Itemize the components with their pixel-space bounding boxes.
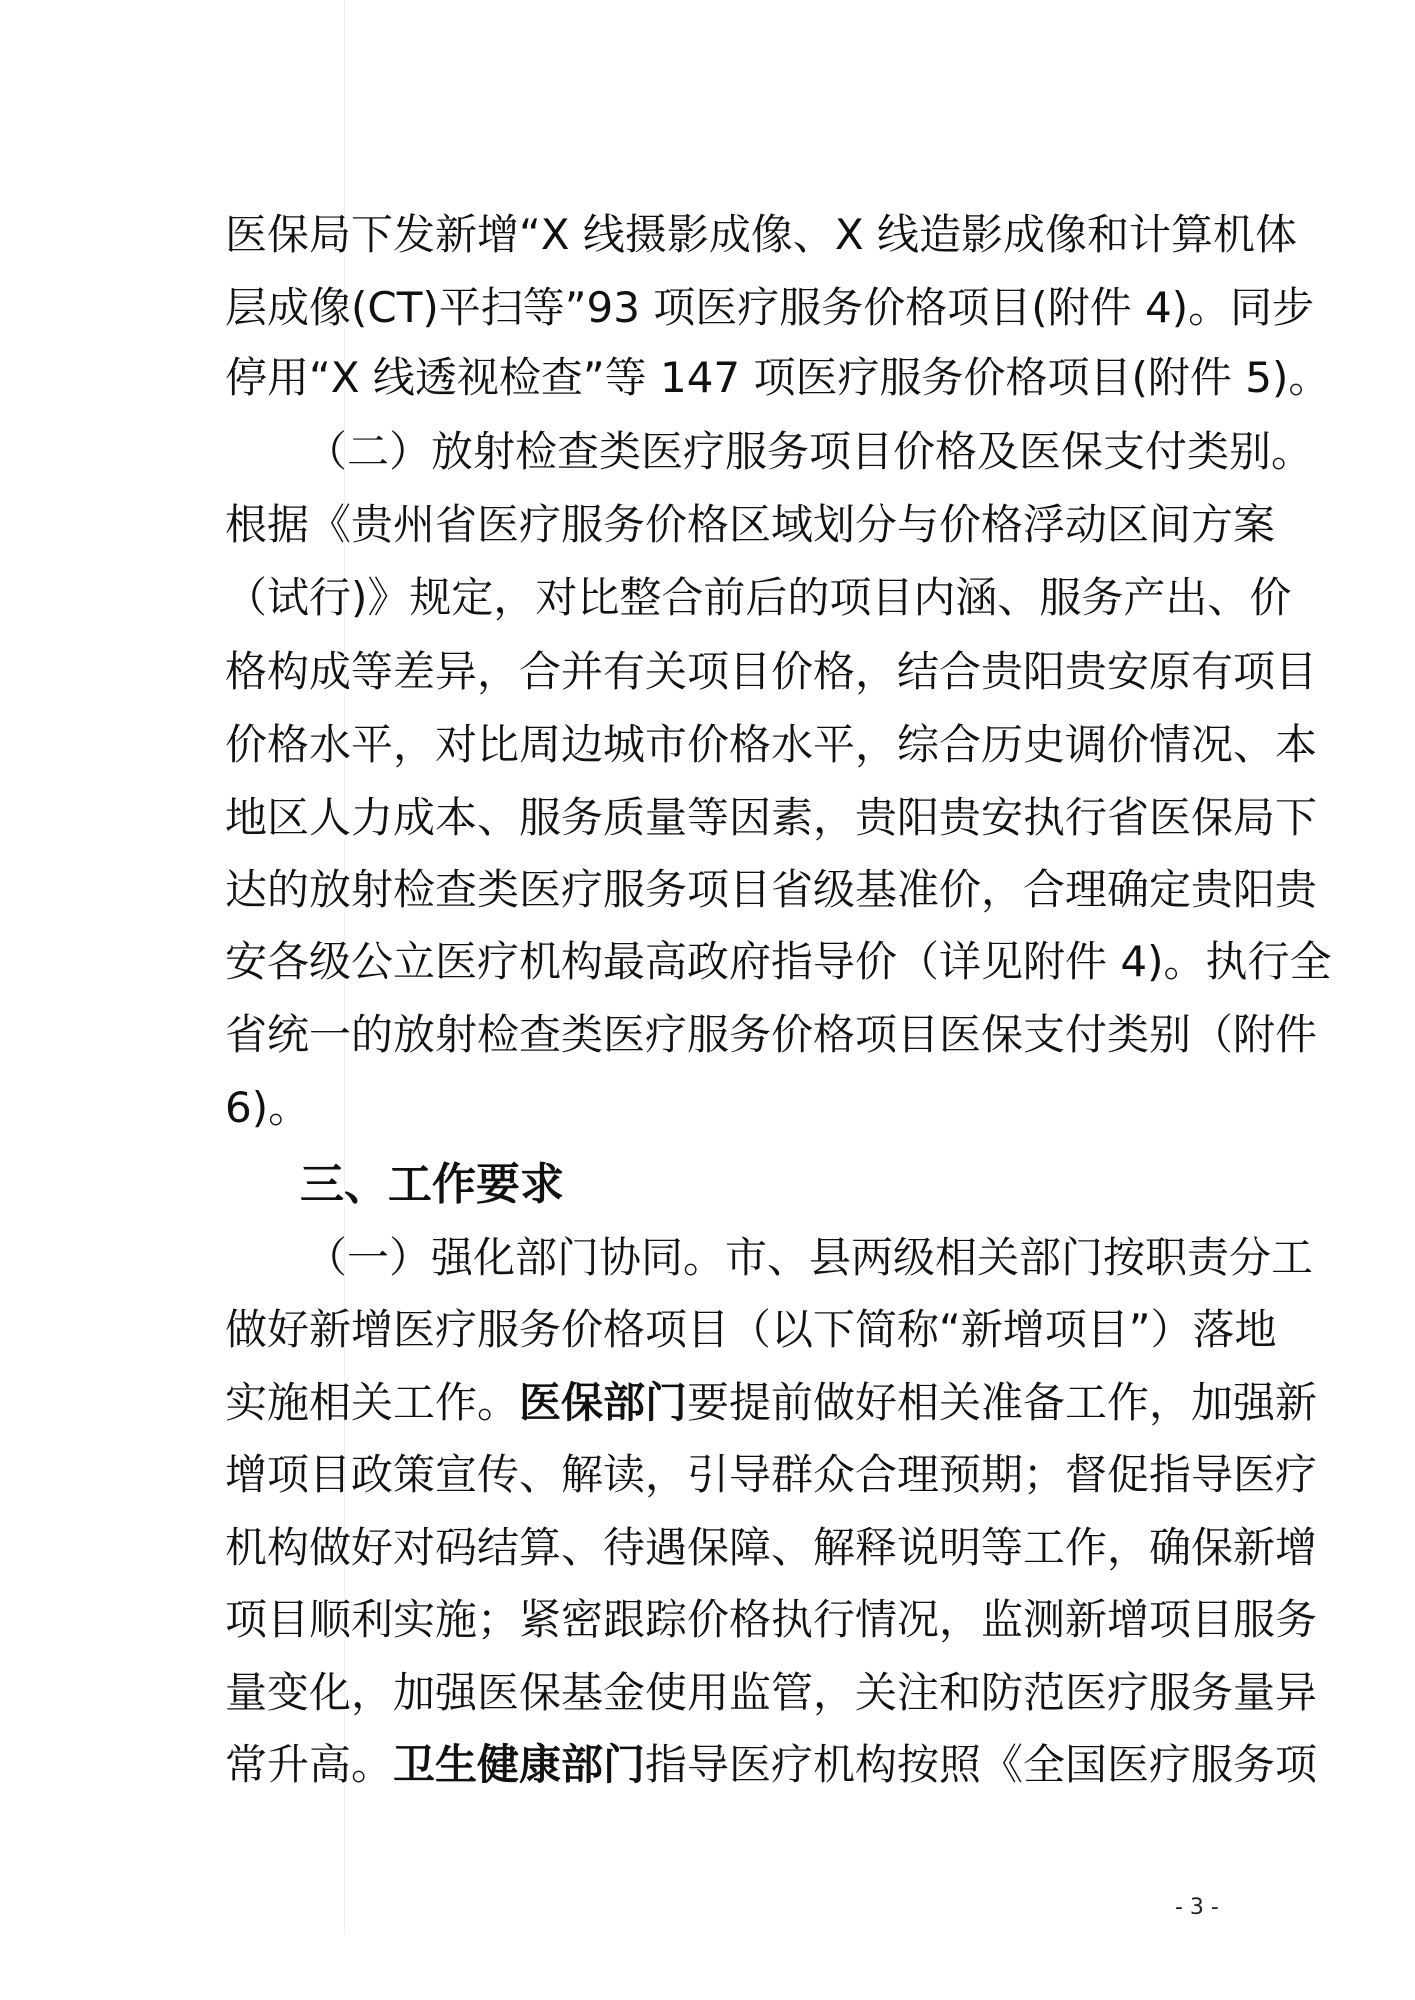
bold-term-medical-insurance-dept: 医保部门 — [519, 1378, 688, 1427]
body-line: 机构做好对码结算、待遇保障、解释说明等工作，确保新增 — [225, 1523, 1318, 1572]
body-line: 停用“X 线透视检查”等 147 项医疗服务价格项目(附件 5)。 — [225, 353, 1331, 402]
body-line-medical-dept — [225, 1375, 1318, 1431]
body-line: 做好新增医疗服务价格项目（以下简称“新增项目”）落地 — [225, 1305, 1277, 1354]
body-line: 安各级公立医疗机构最高政府指导价（详见附件 4)。执行全 — [225, 937, 1332, 986]
text-run: 要提前做好相关准备工作，加强新 — [687, 1378, 1318, 1427]
body-line: 价格水平，对比周边城市价格水平，综合历史调价情况、本 — [225, 720, 1318, 769]
page-number: - 3 - — [1175, 1895, 1219, 1920]
body-line: 医保局下发新增“X 线摄影成像、X 线造影成像和计算机体 — [225, 210, 1298, 259]
section-heading: 三、工作要求 — [300, 1159, 564, 1210]
body-line: 6)。 — [225, 1083, 311, 1132]
bold-term-health-dept: 卫生健康部门 — [393, 1740, 646, 1789]
text-run: 指导医疗机构按照《全国医疗服务项 — [645, 1740, 1318, 1789]
body-line: 层成像(CT)平扫等”93 项医疗服务价格项目(附件 4)。同步 — [225, 283, 1315, 332]
body-line: 地区人力成本、服务质量等因素，贵阳贵安执行省医保局下 — [225, 793, 1318, 842]
text-run: 常升高。 — [225, 1740, 394, 1789]
body-line: （试行)》规定，对比整合前后的项目内涵、服务产出、价 — [225, 573, 1292, 622]
body-line: 增项目政策宣传、解读，引导群众合理预期；督促指导医疗 — [225, 1450, 1318, 1499]
body-line: 省统一的放射检查类医疗服务价格项目医保支付类别（附件 — [225, 1010, 1318, 1059]
body-line: 量变化，加强医保基金使用监管，关注和防范医疗服务量异 — [225, 1668, 1318, 1717]
body-line: 项目顺利实施；紧密跟踪价格执行情况，监测新增项目服务 — [225, 1595, 1318, 1644]
subsection-heading-1: （一）强化部门协同。市、县两级相关部门按职责分工 — [305, 1233, 1314, 1282]
body-line: 根据《贵州省医疗服务价格区域划分与价格浮动区间方案 — [225, 500, 1276, 549]
subsection-heading-2: （二）放射检查类医疗服务项目价格及医保支付类别。 — [305, 427, 1314, 476]
body-line-health-dept — [225, 1737, 1318, 1793]
text-run: 实施相关工作。 — [225, 1378, 520, 1427]
body-line: 达的放射检查类医疗服务项目省级基准价，合理确定贵阳贵 — [225, 865, 1318, 914]
body-line: 格构成等差异，合并有关项目价格，结合贵阳贵安原有项目 — [225, 647, 1318, 696]
